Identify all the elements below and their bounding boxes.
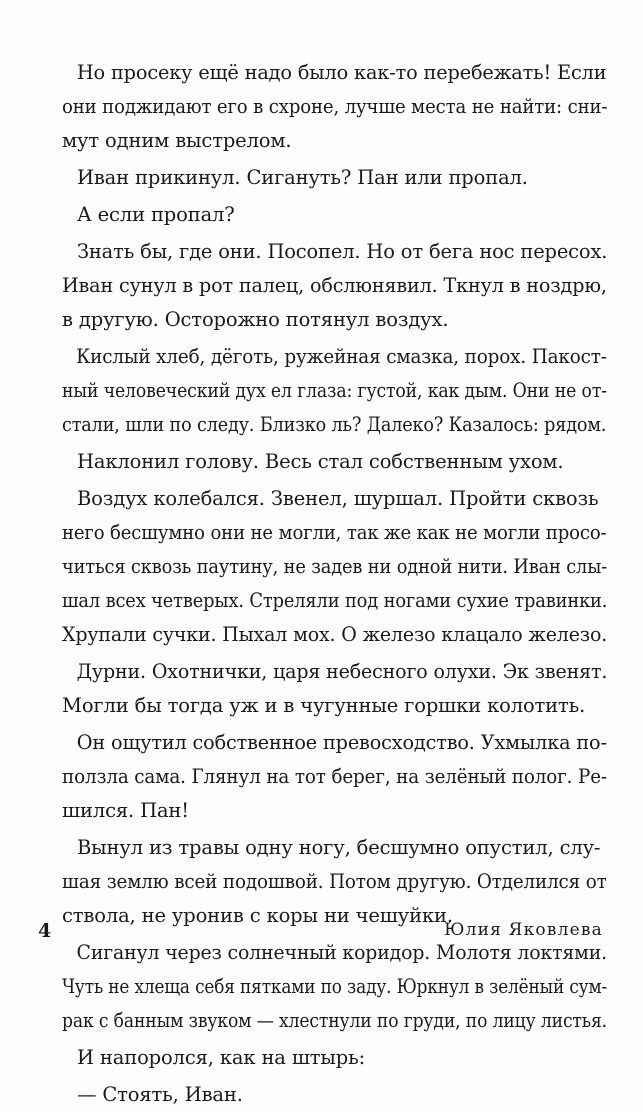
page-text [62, 56, 622, 1112]
text-line: Чуть не хлеща себя пятками по заду. Юркнул в зелёный сум- [62, 975, 608, 998]
text-line: рак с банным звуком — хлестнули по груди, по лицу листья. [62, 1009, 608, 1032]
text-line: шился. Пан! [62, 799, 189, 822]
text-line: него бесшумно они не могли, так же как не могли просо- [62, 521, 607, 544]
text-line: А если пропал? [77, 203, 235, 226]
paragraph [62, 56, 622, 158]
text-line: Хрупали сучки. Пыхал мох. О железо клацало железо. [62, 623, 608, 646]
text-line: Но просеку ещё надо было как-то перебежать! Если [76, 61, 607, 84]
text-line: Воздух колебался. Звенел, шуршал. Пройти сквозь [77, 487, 599, 510]
paragraph [62, 831, 622, 933]
paragraph [62, 1041, 622, 1075]
text-line: в другую. Осторожно потянул воздух. [62, 308, 449, 331]
text-line: — Стоять, Иван. [77, 1083, 243, 1106]
text-line: ствола, не уронив с коры ни чешуйки. [62, 904, 453, 927]
text-line: шая землю всей подошвой. Потом другую. Отделился от [62, 870, 607, 893]
text-line: стали, шли по следу. Близко ль? Далеко? Казалось: рядом. [62, 413, 607, 436]
text-line: мут одним выстрелом. [62, 129, 292, 152]
paragraph [62, 340, 622, 442]
paragraph [62, 198, 622, 232]
paragraph [62, 482, 622, 652]
paragraph [62, 655, 622, 723]
text-line: Иван сунул в рот палец, обслюнявил. Ткнул в ноздрю, [62, 274, 607, 297]
text-line: Сиганул через солнечный коридор. Молотя локтями. [76, 941, 608, 964]
paragraph [62, 936, 622, 1038]
page-number: 4 [38, 920, 52, 942]
paragraph [62, 161, 622, 195]
paragraph [62, 445, 622, 479]
page-footer [38, 920, 603, 946]
text-line: Кислый хлеб, дёготь, ружейная смазка, порох. Пакост- [76, 345, 607, 368]
text-line: Вынул из травы одну ногу, бесшумно опустил, слу- [77, 836, 601, 859]
text-line: И напоролся, как на штырь: [77, 1046, 366, 1069]
text-line: Он ощутил собственное превосходство. Ухмылка по- [76, 731, 607, 754]
paragraph [62, 1078, 622, 1112]
text-line: читься сквозь паутину, не задев ни одной нити. Иван слы- [62, 555, 608, 578]
text-line: шал всех четверых. Стреляли под ногами сухие травинки. [62, 589, 608, 612]
text-line: ползла сама. Глянул на тот берег, на зелёный полог. Ре- [62, 765, 607, 788]
running-head-author: Юлия Яковлева [444, 920, 603, 940]
text-line: Могли бы тогда уж и в чугунные горшки колотить. [62, 694, 586, 717]
paragraph [62, 235, 622, 337]
text-line: они поджидают его в схроне, лучше места не найти: сни- [62, 95, 608, 118]
text-line: Наклонил голову. Весь стал собственным ухом. [77, 450, 564, 473]
paragraph [62, 726, 622, 828]
text-line: ный человеческий дух ел глаза: густой, как дым. Они не от- [62, 379, 607, 402]
text-line: Знать бы, где они. Посопел. Но от бега нос пересох. [76, 240, 608, 263]
text-line: Дурни. Охотнички, царя небесного олухи. Эк звенят. [76, 660, 608, 683]
text-line: Иван прикинул. Сигануть? Пан или пропал. [77, 166, 528, 189]
